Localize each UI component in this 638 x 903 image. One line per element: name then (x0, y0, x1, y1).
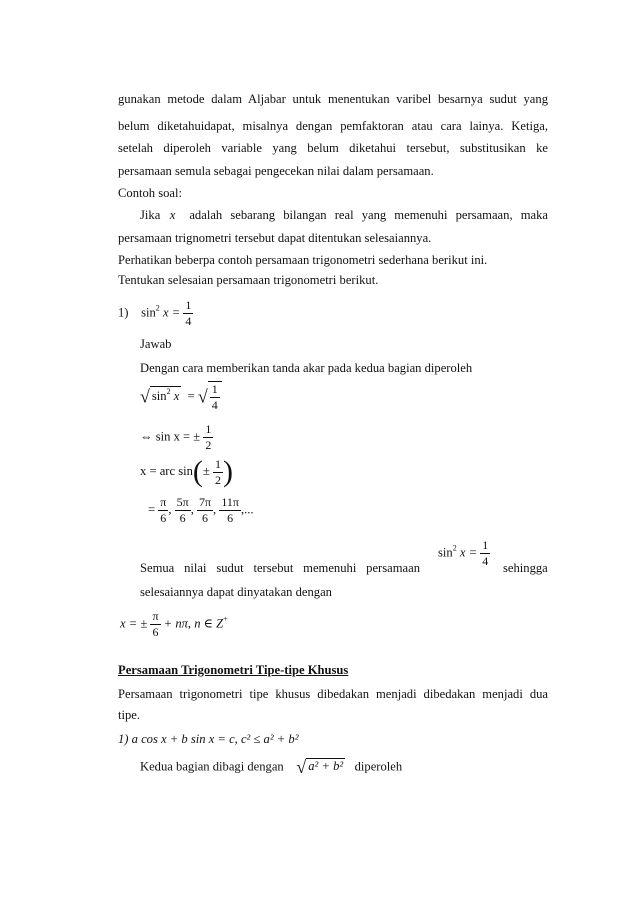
paragraph-line: persamaan semula sebagai pengecekan nilai dalam persamaan. (118, 164, 434, 178)
semua-equation: $\sin^2 x$ = $\frac{1}{4}$ (438, 538, 489, 568)
section-heading: Persamaan Trigonometri Tipe-tipe Khusus (118, 663, 349, 677)
step-2: ⇔ sin x = ± $\frac{1}{2}$ (140, 422, 212, 452)
paragraph-line: persamaan trignometri tersebut dapat ditentukan selesaiannya. (118, 231, 432, 245)
step-1: √ $\sin^2 x$ = √ $\frac{1}{4}$ (140, 381, 222, 413)
paragraph-line: Perhatikan beberpa contoh persamaan trigonometri sederhana berikut ini. (118, 253, 488, 267)
paragraph-line: gunakan metode dalam Aljabar untuk menentukan varibel besarnya sudut yang (118, 92, 548, 106)
paragraph-line: setelah diperoleh variable yang belum diketahui tersebut, substitusikan ke (118, 141, 548, 155)
paragraph-line: Tentukan selesaian persamaan trigonometri berikut. (118, 273, 379, 287)
paragraph-line: tipe. (118, 708, 141, 722)
paragraph-line: Semua nilai sudut tersebut memenuhi persamaan (140, 561, 420, 575)
paragraph-line: belum diketahuidapat, misalnya dengan pemfaktoran atau cara lainya. Ketiga, (118, 119, 548, 133)
jika-line: Jika x adalah sebarang bilangan real yang memenuhi persamaan, maka (140, 208, 548, 222)
paragraph-line: selesaiannya dapat dinyatakan dengan (140, 585, 332, 599)
type-1-equation: 1) a cos x + b sin x = c, c² ≤ a² + b² (118, 732, 299, 746)
step-4: = $\frac{\pi}{6}$ , $\frac{5\pi}{6}$ , $\frac{7\pi}{6}$ , $\frac{11\pi}{6}$ ,... (148, 495, 254, 525)
equation-1: 1) $\sin^2 x$ = $\frac{1}{4}$ (118, 298, 192, 328)
final-solution: x = ± $\frac{\pi}{6}$ + nπ, n ∈ Z+ (120, 609, 228, 639)
answer-label: Jawab (140, 337, 172, 351)
step-3: x = arc sin(± $\frac{1}{2}$ ) (140, 455, 233, 488)
kedua-line: Kedua bagian dibagi dengan √ a² + b² diperoleh (140, 757, 403, 777)
paragraph-line: Dengan cara memberikan tanda akar pada kedua bagian diperoleh (140, 361, 473, 375)
paragraph-line: Persamaan trigonometri tipe khusus dibedakan menjadi dibedakan menjadi dua (118, 687, 548, 701)
example-label: Contoh soal: (118, 186, 183, 200)
paragraph-line: sehingga (503, 561, 548, 575)
